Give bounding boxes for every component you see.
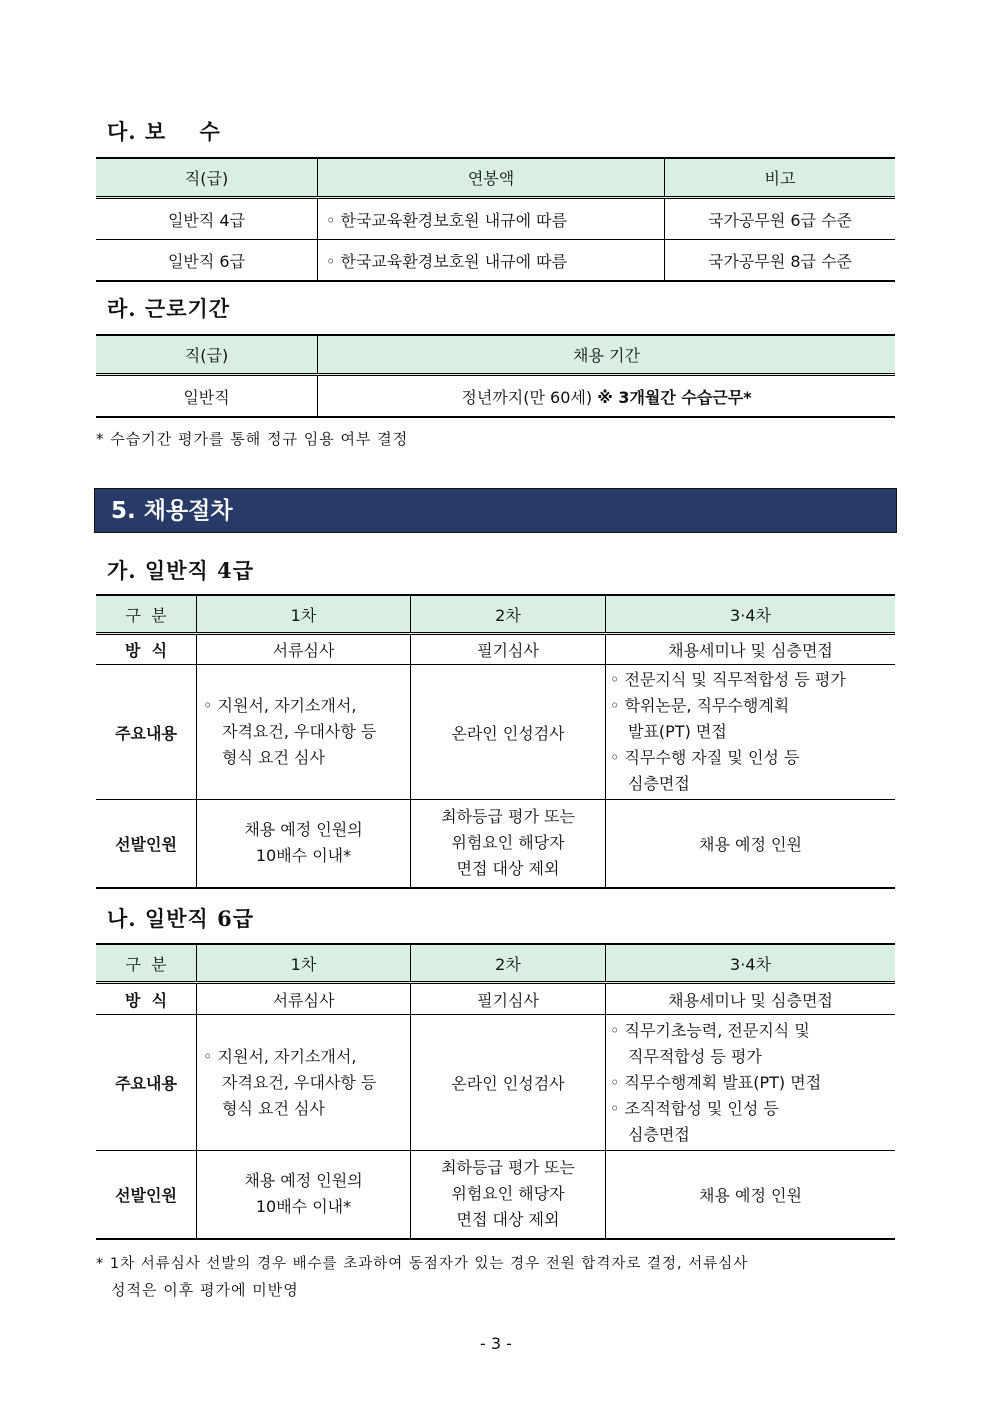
period-table [96, 334, 895, 418]
procedure-table-grade4 [96, 594, 895, 889]
cell-remark: 국가공무원 6급 수준 [665, 198, 896, 240]
cell-select-2 [411, 800, 606, 888]
header-stage1: 1차 [197, 595, 411, 634]
list-item: 자격요건, 우대사항 등 [222, 722, 377, 741]
cell-grade: 일반직 [96, 375, 318, 418]
header-stage2: 2차 [411, 944, 606, 983]
header-category: 구 분 [96, 595, 197, 634]
section-title-pay: 다. 보 수 [107, 119, 221, 144]
subsection-title-grade6: 나. 일반직 6급 [107, 906, 254, 931]
list-item: 발표(PT) 면접 [628, 722, 727, 741]
footnote-probation: * 수습기간 평가를 통해 정규 임용 여부 결정 [96, 430, 409, 448]
list-item: 자격요건, 우대사항 등 [222, 1072, 377, 1092]
table-row [96, 375, 895, 418]
list-item: ◦ 직무수행계획 발표(PT) 면접 [610, 1072, 822, 1092]
cell-select-1 [197, 1151, 411, 1239]
cell-content-2: 온라인 인성검사 [411, 665, 606, 800]
header-category: 구 분 [96, 944, 197, 983]
cell-select-1 [197, 800, 411, 888]
header-remark: 비고 [665, 158, 896, 198]
cell-select-34: 채용 예정 인원 [606, 800, 896, 888]
row-label-select: 선발인원 [96, 800, 197, 888]
list-item: ◦ 지원서, 자기소개서, [203, 1046, 357, 1066]
cell-method-1: 서류심사 [197, 983, 411, 1015]
header-grade: 직(급) [96, 158, 318, 198]
cell-period [318, 375, 896, 418]
table-header-row [96, 595, 895, 634]
table-row [96, 240, 895, 282]
list-item: 심층면접 [628, 774, 690, 793]
list-item: ◦ 전문지식 및 직무적합성 등 평가 [610, 670, 846, 689]
cell-line: 최하등급 평가 또는 [441, 807, 575, 827]
header-salary: 연봉액 [318, 158, 665, 198]
row-label-content: 주요내용 [96, 1015, 197, 1151]
header-stage34: 3·4차 [606, 944, 896, 983]
table-row [96, 1015, 895, 1151]
table-row [96, 198, 895, 240]
cell-content-34 [606, 1015, 896, 1151]
table-row [96, 983, 895, 1015]
table-row [96, 634, 895, 665]
footnote-line: 성적은 이후 평가에 미반영 [111, 1281, 299, 1299]
list-item: ◦ 학위논문, 직무수행계획 [610, 696, 790, 715]
probation-mark: ※ 3개월간 수습근무* [597, 387, 752, 407]
header-stage1: 1차 [197, 944, 411, 983]
cell-grade: 일반직 6급 [96, 240, 318, 282]
section-banner: 5. 채용절차 [94, 488, 897, 533]
cell-salary: ◦ 한국교육환경보호원 내규에 따름 [318, 240, 665, 282]
cell-line: 채용 예정 인원의 [244, 820, 363, 840]
cell-line: 10배수 이내* [255, 846, 352, 866]
cell-line: 10배수 이내* [255, 1197, 352, 1217]
subsection-title-grade4: 가. 일반직 4급 [107, 558, 254, 583]
cell-line: 최하등급 평가 또는 [441, 1158, 575, 1178]
cell-method-2: 필기심사 [411, 983, 606, 1015]
header-period: 채용 기간 [318, 335, 896, 375]
cell-remark: 국가공무원 8급 수준 [665, 240, 896, 282]
row-label-select: 선발인원 [96, 1151, 197, 1239]
header-stage2: 2차 [411, 595, 606, 634]
list-item: 심층면접 [628, 1124, 690, 1144]
list-item: ◦ 지원서, 자기소개서, [203, 696, 357, 715]
cell-grade: 일반직 4급 [96, 198, 318, 240]
cell-content-34 [606, 665, 896, 800]
cell-select-2 [411, 1151, 606, 1239]
table-header-row [96, 944, 895, 983]
table-row [96, 665, 895, 800]
cell-line: 면접 대상 제외 [456, 1210, 560, 1230]
list-item: 형식 요건 심사 [222, 748, 325, 767]
list-item: ◦ 조직적합성 및 인성 등 [610, 1098, 779, 1118]
cell-method-34: 채용세미나 및 심층면접 [606, 983, 896, 1015]
row-label-method: 방 식 [96, 983, 197, 1015]
cell-content-1 [197, 1015, 411, 1151]
list-item: 직무적합성 등 평가 [628, 1046, 762, 1066]
list-item: ◦ 직무수행 자질 및 인성 등 [610, 748, 800, 767]
table-row [96, 1151, 895, 1239]
procedure-table-grade6 [96, 943, 895, 1240]
pay-table [96, 157, 895, 282]
list-item: 형식 요건 심사 [222, 1098, 325, 1118]
footnote-line: * 1차 서류심사 선발의 경우 배수를 초과하여 동점자가 있는 경우 전원 합격자로 결정, 서류심사 [96, 1256, 749, 1272]
period-text: 정년까지(만 60세) [461, 387, 598, 407]
cell-salary: ◦ 한국교육환경보호원 내규에 따름 [318, 198, 665, 240]
cell-line: 위험요인 해당자 [451, 833, 565, 853]
cell-method-1: 서류심사 [197, 634, 411, 665]
list-item: ◦ 직무기초능력, 전문지식 및 [610, 1020, 810, 1040]
row-label-content: 주요내용 [96, 665, 197, 800]
footnote-selection [96, 1251, 896, 1303]
section-title-period: 라. 근로기간 [107, 296, 231, 321]
table-row [96, 800, 895, 888]
header-stage34: 3·4차 [606, 595, 896, 634]
table-header-row [96, 158, 895, 198]
cell-content-2: 온라인 인성검사 [411, 1015, 606, 1151]
cell-select-34: 채용 예정 인원 [606, 1151, 896, 1239]
cell-line: 면접 대상 제외 [456, 859, 560, 879]
cell-line: 위험요인 해당자 [451, 1184, 565, 1204]
cell-method-34: 채용세미나 및 심층면접 [606, 634, 896, 665]
header-grade: 직(급) [96, 335, 318, 375]
cell-content-1 [197, 665, 411, 800]
row-label-method: 방 식 [96, 634, 197, 665]
cell-method-2: 필기심사 [411, 634, 606, 665]
cell-line: 채용 예정 인원의 [244, 1171, 363, 1191]
page-number: - 3 - [480, 1334, 512, 1353]
table-header-row [96, 335, 895, 375]
